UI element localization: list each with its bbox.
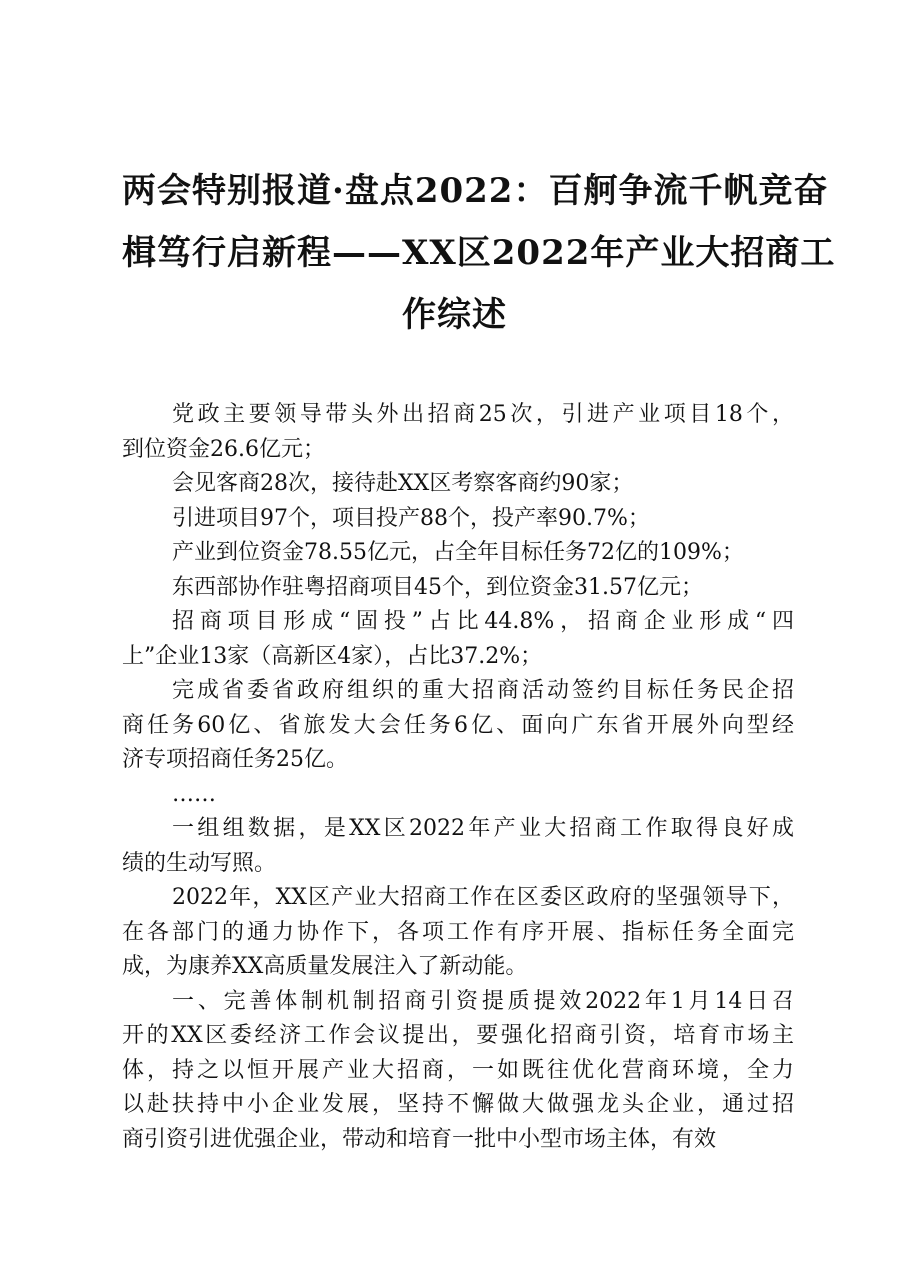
paragraph-line: 体，持之以恒开展产业大招商，一如既往优化营商环境，全力 (122, 1057, 794, 1083)
paragraph-line: 2022年，XX区产业大招商工作在区委区政府的坚强领导下， (172, 885, 794, 910)
paragraph-line: 到位资金26.6亿元； (122, 436, 325, 462)
paragraph (122, 571, 794, 606)
paragraph-line: 绩的生动写照。 (122, 850, 277, 876)
paragraph (122, 502, 794, 537)
paragraph-line: 成，为康养XX高质量发展注入了新动能。 (122, 954, 528, 979)
paragraph-line: 商任务60亿、省旅发大会任务6亿、面向广东省开展外向型经 (122, 712, 794, 738)
paragraph-line: …… (172, 781, 216, 807)
paragraph-line: 产业到位资金78.55亿元，占全年目标任务72亿的109%； (172, 540, 744, 565)
paragraph-line: 东西部协作驻粤招商项目45个，到位资金31.57亿元； (172, 574, 703, 600)
title-line: 两会特别报道·盘点2022：百舸争流千帆竞奋 (122, 171, 829, 211)
paragraph-line: 上”企业13家（高新区4家），占比37.2%； (122, 643, 543, 669)
paragraph-line: 以赴扶持中小企业发展，坚持不懈做大做强龙头企业，通过招 (122, 1092, 794, 1117)
paragraph (122, 536, 794, 571)
paragraph (122, 985, 794, 1158)
paragraph-line: 一、完善体制机制招商引资提质提效2022年1月14日召 (172, 988, 794, 1014)
document-title (122, 160, 836, 346)
paragraph (122, 398, 794, 467)
paragraph-line: 党政主要领导带头外出招商25次，引进产业项目18个， (172, 402, 794, 427)
paragraph (122, 778, 794, 813)
paragraph-line: 招商项目形成“固投”占比44.8%，招商企业形成“四 (172, 609, 794, 634)
document-body (122, 398, 794, 1157)
paragraph (122, 674, 794, 778)
paragraph-line: 会见客商28次，接待赴XX区考察客商约90家； (172, 471, 634, 496)
paragraph-line: 引进项目97个，项目投产88个，投产率90.7%； (172, 505, 650, 531)
title-line: 楫笃行启新程——XX区2022年产业大招商工 (122, 233, 836, 273)
paragraph (122, 812, 794, 881)
paragraph (122, 881, 794, 985)
paragraph-line: 开的XX区委经济工作会议提出，要强化招商引资，培育市场主 (122, 1023, 794, 1048)
paragraph-line: 完成省委省政府组织的重大招商活动签约目标任务民企招 (172, 678, 794, 703)
paragraph-line: 商引资引进优强企业，带动和培育一批中小型市场主体，有效 (122, 1126, 717, 1152)
paragraph-line: 在各部门的通力协作下，各项工作有序开展、指标任务全面完 (122, 919, 794, 945)
title-line: 作综述 (402, 295, 507, 335)
paragraph (122, 605, 794, 674)
paragraph-line: 济专项招商任务25亿。 (122, 747, 348, 772)
paragraph (122, 467, 794, 502)
paragraph-line: 一组组数据，是XX区2022年产业大招商工作取得良好成 (172, 816, 794, 841)
